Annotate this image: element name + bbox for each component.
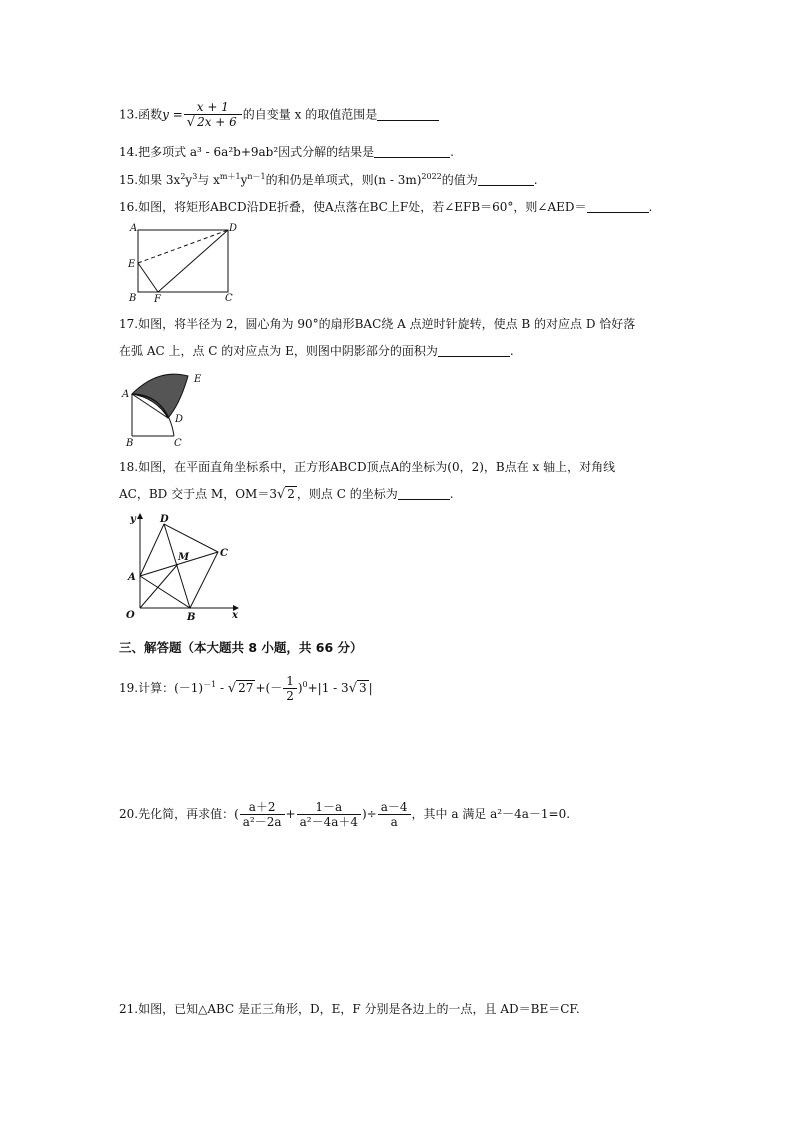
q20-plus: + — [285, 807, 296, 821]
answer-blank-16[interactable] — [587, 198, 649, 213]
section-3-heading — [119, 638, 363, 658]
q16-line-ef — [138, 263, 158, 292]
q20-fraction3-numerator: a－4 — [380, 800, 408, 814]
q18-figure — [118, 512, 248, 624]
q18-label-a: A — [128, 572, 136, 583]
q19-part1: 19.计算：(－1) — [119, 681, 204, 695]
q20-part2: )÷ — [362, 807, 377, 821]
q16-line-fd — [158, 230, 228, 292]
q19-radicand2: 3 — [358, 681, 367, 695]
q20-fraction1-numerator: a＋2 — [248, 800, 276, 814]
q13-fraction — [184, 100, 242, 130]
q20-fraction2-numerator: 1－a — [315, 800, 343, 814]
q21-text: 21.如图，已知△ABC 是正三角形，D，E，F 分别是各边上的一点，且 AD＝BE＝CF. — [119, 1002, 580, 1016]
q17-label-e: E — [194, 374, 202, 385]
q18-text2a: AC，BD 交于点 M，OM＝3 — [119, 487, 277, 501]
q19-exp1: －1 — [203, 680, 217, 689]
q15-exp3: m＋1 — [219, 172, 241, 181]
q20-fraction1 — [240, 800, 285, 829]
q17-text2: 在弧 AC 上，点 C 的对应点为 E，则图中阴影部分的面积为 — [119, 344, 438, 358]
question-20 — [119, 800, 570, 829]
question-17-line1 — [119, 314, 635, 334]
q19-part4: ) — [297, 681, 303, 695]
q19-part2: - — [216, 681, 228, 695]
q17-label-b: B — [126, 438, 134, 449]
q19-numerator: 1 — [286, 674, 294, 688]
question-17-line2 — [119, 341, 514, 361]
q17-label-c: C — [174, 438, 182, 449]
q20-fraction2-denominator: a²－4a＋4 — [297, 814, 361, 829]
question-18-line2: AC，BD 交于点 M，OM＝3√ 2 ，则点 C 的坐标为 . — [119, 487, 454, 502]
q20-part1: 20.先化简，再求值：( — [119, 807, 239, 821]
q13-denominator: √ 2x + 6 — [184, 114, 242, 130]
q13-prefix: 函数 — [138, 107, 163, 122]
q20-fraction2 — [297, 800, 361, 829]
question-15 — [119, 170, 538, 190]
q18-label-m: M — [178, 552, 190, 563]
q18-label-y: y — [130, 514, 136, 525]
q14-text: 14.把多项式 a³ - 6a²b+9ab²因式分解的结果是 — [119, 145, 375, 159]
q16-label-d: D — [229, 223, 238, 234]
q19-exp2: 0 — [302, 680, 308, 689]
q15-part6: 的值为 — [441, 173, 478, 187]
q18-label-x: x — [232, 610, 238, 621]
answer-blank-13[interactable] — [377, 106, 439, 121]
answer-blank-17[interactable] — [438, 342, 510, 357]
q18-label-c: C — [220, 548, 228, 559]
q13-numerator: x + 1 — [196, 100, 229, 114]
q16-line-ed-dashed — [138, 230, 228, 263]
q16-label-a: A — [130, 223, 138, 234]
q17-label-d: D — [175, 414, 184, 425]
q20-fraction1-denominator: a²－2a — [240, 814, 285, 829]
q18-end: . — [449, 487, 454, 501]
q16-label-f: F — [154, 294, 161, 305]
q19-denominator: 2 — [283, 688, 297, 703]
q13-radicand: 2x + 6 — [197, 115, 237, 129]
q13-suffix: 的自变量 x 的取值范围是 — [242, 107, 378, 122]
q15-end: . — [533, 173, 538, 187]
q18-square-abcd — [140, 524, 218, 608]
question-13 — [119, 100, 439, 130]
section-3-title: 三、解答题（本大题共 8 小题，共 66 分） — [119, 640, 363, 655]
q16-label-e: E — [128, 259, 136, 270]
q18-radicand: 2 — [287, 487, 295, 501]
q18-diagonal-bd — [164, 524, 190, 608]
q16-end: . — [648, 200, 653, 214]
q18-text1: 18.如图，在平面直角坐标系中，正方形ABCD顶点A的坐标为(0，2)，B点在 x 轴上，对角线 — [119, 460, 616, 474]
q18-label-b: B — [187, 612, 196, 623]
q14-end: . — [450, 145, 454, 159]
q15-exp1: 2 — [180, 172, 186, 181]
q17-shaded-region — [132, 374, 188, 418]
question-21 — [119, 999, 580, 1019]
q19-fraction — [283, 674, 297, 703]
question-14 — [119, 142, 454, 162]
question-16 — [119, 197, 652, 217]
q15-exp2: 3 — [192, 172, 198, 181]
answer-blank-18[interactable] — [398, 485, 450, 500]
q17-figure — [118, 366, 218, 450]
q17-text1: 17.如图，将半径为 2，圆心角为 90°的扇形BAC绕 A 点逆时针旋转，使点 B 的对应点 D 恰好落 — [119, 317, 636, 331]
q20-part3: ，其中 a 满足 a²－4a－1=0. — [411, 807, 571, 821]
q16-text: 16.如图，将矩形ABCD沿DE折叠，使A点落在BC上F处，若∠EFB＝60°，则∠AED＝ — [119, 200, 587, 214]
q20-fraction3 — [378, 800, 411, 829]
question-19: 19.计算：$(-1)^{-1}$ - √ 27 +(－ $\frac{1}{2}$ )$^0$+|1 - 3√ 3 | — [119, 674, 373, 703]
q20-fraction3-denominator: a — [378, 814, 411, 829]
q15-part5: 的和仍是单项式，则(n - 3m) — [265, 173, 422, 187]
q19-part5: +|1 - 3 — [307, 681, 349, 695]
question-18-line1 — [119, 457, 615, 477]
q16-label-b: B — [129, 293, 137, 304]
answer-blank-14[interactable] — [374, 143, 450, 158]
q15-part1: 15.如果 3x — [119, 173, 181, 187]
q17-end: . — [509, 344, 514, 358]
q18-label-o: O — [126, 610, 135, 621]
q13-number: 13. — [119, 107, 139, 122]
q13-y: y = — [162, 107, 183, 122]
q18-text2b: ，则点 C 的坐标为 — [296, 487, 398, 501]
q15-part4: y — [240, 173, 248, 187]
q15-part2: y — [185, 173, 193, 187]
q15-exp4: n－1 — [247, 172, 266, 181]
q15-part3: 与 x — [197, 173, 220, 187]
q19-radicand1: 27 — [238, 681, 254, 695]
answer-blank-15[interactable] — [478, 171, 534, 186]
q16-figure — [118, 220, 248, 306]
q18-label-d: D — [160, 514, 169, 525]
q17-label-a: A — [122, 389, 130, 400]
q16-label-c: C — [225, 293, 233, 304]
q19-part6: | — [368, 681, 373, 695]
q15-exp5: 2022 — [421, 172, 442, 181]
q19-part3: +(－ — [255, 681, 283, 695]
